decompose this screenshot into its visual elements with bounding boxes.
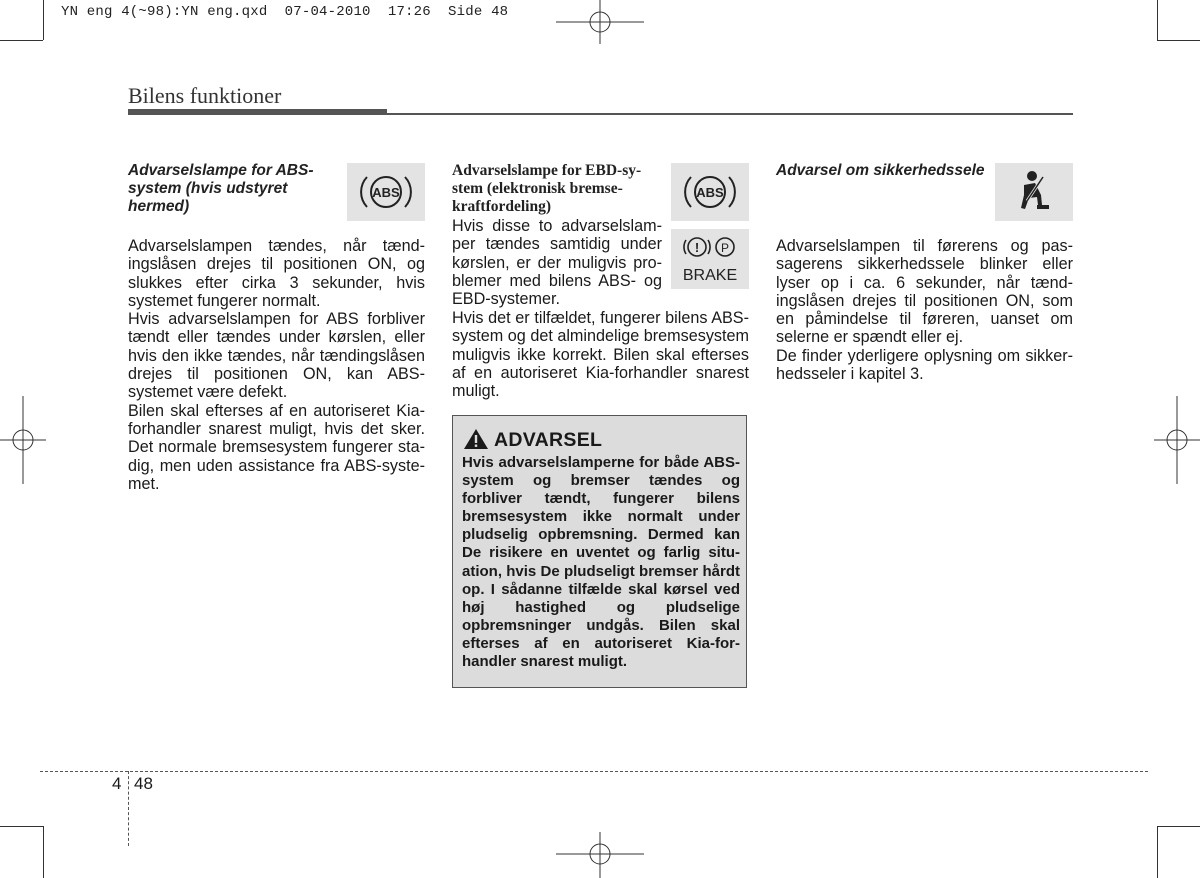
- section-title: Bilens funktioner: [128, 83, 282, 108]
- registration-mark-left: [0, 396, 46, 484]
- abs-icon-label: ABS: [372, 185, 400, 200]
- parking-symbol: P: [720, 241, 730, 255]
- registration-mark-top: [556, 0, 644, 44]
- brake-exclamation-symbol: !: [694, 240, 700, 255]
- ebd-heading-line: Advarselslampe for EBD-sy-: [452, 162, 642, 179]
- paragraph: Hvis advarselslampen for ABS forbliver tændt eller tændes under kørslen, eller hvis den ikke tændes, når tændingslåsen drejes til positionen ON, kan ABS-systemet være defekt.: [128, 310, 425, 402]
- crop-mark: [0, 40, 43, 41]
- title-rule-thick: [128, 109, 387, 115]
- brake-icon: [677, 232, 743, 286]
- abs-heading-line: hermed): [128, 198, 190, 215]
- paragraph: Bilen skal efterses af en autoriseret Kia-forhandler snarest muligt, hvis det sker. Det normale bremsesystem fungerer stadig, men uden assistance fra ABS-systemet.: [128, 401, 425, 493]
- ebd-body-2: [452, 309, 749, 400]
- warning-triangle-icon: [463, 428, 489, 450]
- crop-mark: [1157, 40, 1200, 41]
- chapter-number: 4: [112, 774, 122, 793]
- crop-mark: [1157, 826, 1158, 878]
- crop-mark: [1157, 826, 1200, 827]
- print-header: YN eng 4(~98):YN eng.qxd 07-04-2010 17:26 Side 48: [61, 4, 509, 20]
- abs-heading-line: Advarselslampe for ABS-: [128, 162, 314, 179]
- abs-warning-icon: [347, 163, 425, 221]
- warning-title: ADVARSEL: [494, 429, 603, 451]
- abs-warning-icon: [671, 163, 749, 221]
- brake-warning-icon: [671, 229, 749, 289]
- crop-mark: [43, 826, 44, 878]
- registration-mark-bottom: [556, 832, 644, 878]
- paragraph: Hvis det er tilfældet, fungerer bilens ABS-system og det almindelige bremsesystem muligvis ikke korrekt. Bilen skal efterses af en autoriseret Kia-forhandler snarest muligt.: [452, 309, 749, 401]
- ebd-body-1: [452, 217, 662, 308]
- footer-divider: [128, 771, 129, 846]
- paragraph: De finder yderligere oplysning om sikkerhedsseler i kapitel 3.: [776, 346, 1073, 384]
- seatbelt-icon: [1009, 167, 1059, 217]
- seatbelt-heading-text: Advarsel om sikkerhedssele: [776, 162, 985, 179]
- abs-icon: [355, 167, 417, 217]
- abs-heading: [128, 162, 338, 216]
- paragraph: Hvis disse to advarselslamper tændes samtidig under kørslen, er der muligvis problemer med bilens ABS- og EBD-systemer.: [452, 217, 662, 309]
- crop-mark: [1157, 0, 1158, 40]
- abs-heading-line: system (hvis udstyret: [128, 180, 288, 197]
- brake-icon-label: BRAKE: [682, 267, 738, 284]
- title-rule-thin: [387, 113, 1073, 115]
- ebd-heading: [452, 162, 667, 216]
- warning-text: Hvis advarselslamperne for både ABS-system og bremser tændes og forbliver tændt, fungerer bilens bremsesystem ikke normalt under pludselig opbremsning. Dermed kan De risikere en uventet og farlig situation, hvis De pludseligt bremser hårdt op. I sådanne tilfælde skal kørsel ved høj hastighed og pludselige opbremsninger undgås. Bilen skal efterses af en autoriseret Kia-forhandler snarest muligt.: [462, 454, 740, 671]
- registration-mark-right: [1154, 396, 1200, 484]
- crop-mark: [43, 0, 44, 40]
- footer-rule: [40, 771, 1148, 772]
- abs-body: [128, 237, 425, 493]
- abs-icon-label: ABS: [696, 185, 724, 200]
- ebd-heading-line: kraftfordeling): [452, 198, 552, 215]
- page-number: 48: [134, 774, 153, 793]
- paragraph: Advarselslampen tændes, når tændingslåsen drejes til positionen ON, og slukkes efter cirka 3 sekunder, hvis systemet fungerer normalt.: [128, 237, 425, 310]
- paragraph: Advarselslampen til førerens og passagerens sikkerhedssele blinker eller lyser op i ca. 6 sekunder, når tændingslåsen drejes til positionen ON, som en påmindelse til føreren, uanset om selerne er spændt eller ej.: [776, 237, 1073, 347]
- ebd-heading-line: stem (elektronisk bremse-: [452, 180, 623, 197]
- crop-mark: [0, 826, 43, 827]
- seatbelt-body: [776, 237, 1073, 383]
- abs-icon: [679, 167, 741, 217]
- seatbelt-heading: [776, 162, 996, 180]
- warning-box: [452, 415, 747, 688]
- seatbelt-warning-icon: [995, 163, 1073, 221]
